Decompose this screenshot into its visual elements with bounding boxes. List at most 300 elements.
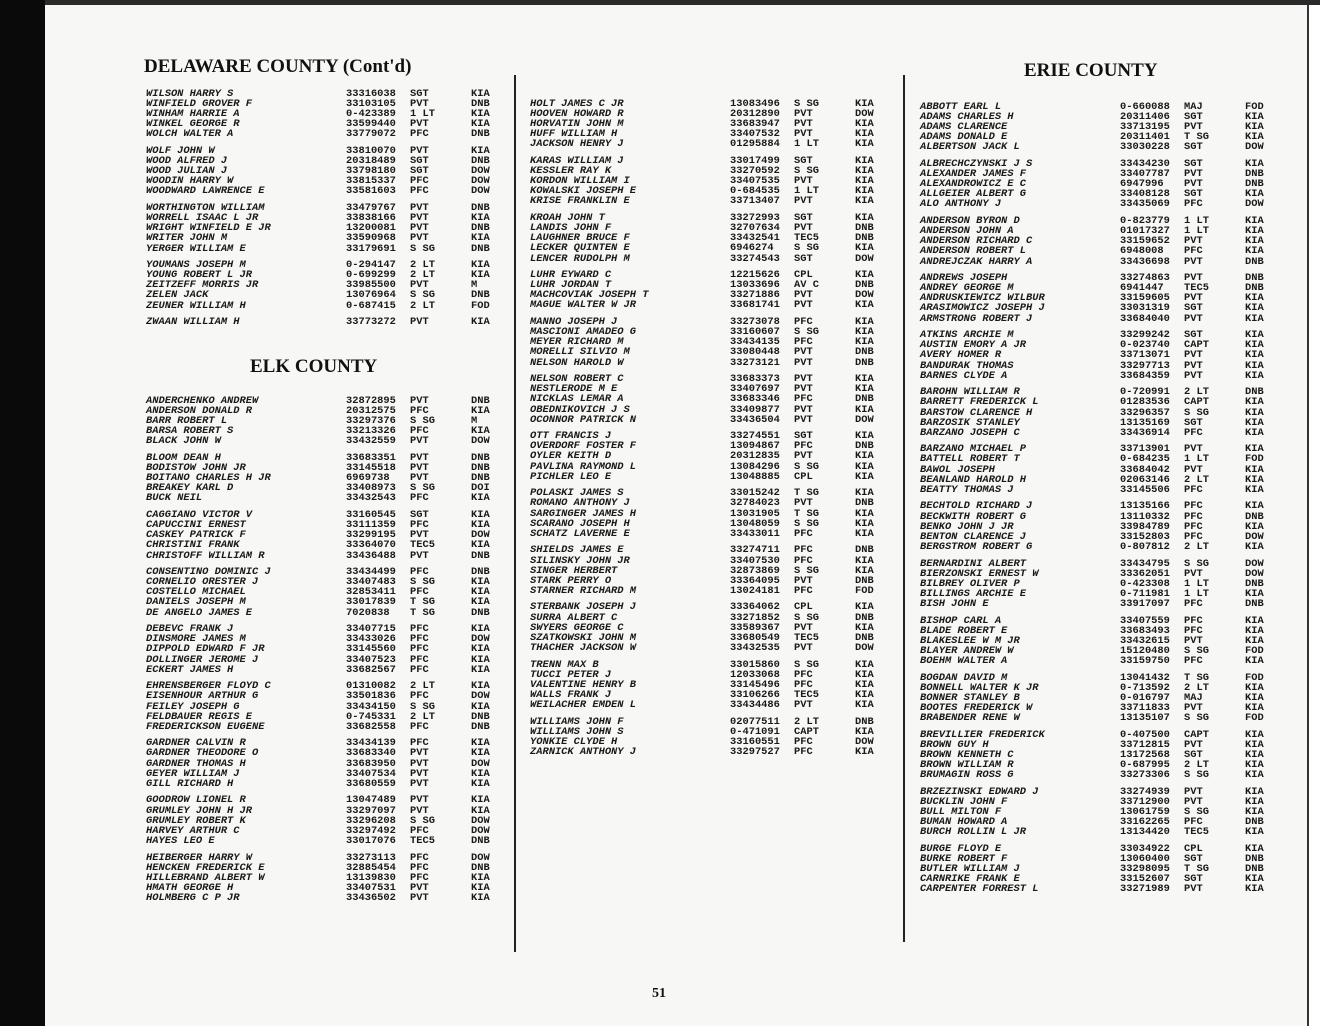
delaware-county-heading: DELAWARE COUNTY (Cont'd) xyxy=(144,56,412,77)
entry-rank: PFC xyxy=(1184,816,1203,829)
entry-serial: 33273113 xyxy=(346,851,396,864)
entry-rank: PFC xyxy=(794,584,813,597)
entry-name: ZEITZEFF MORRIS JR xyxy=(146,279,259,292)
entry-name: BUCK NEIL xyxy=(146,492,203,505)
casualty-entry xyxy=(530,747,890,757)
entry-name: BECKWITH ROBERT G xyxy=(920,510,1027,523)
entry-group xyxy=(920,216,1275,266)
entry-name: BARNES CLYDE A xyxy=(920,369,1008,382)
entry-name: ALBRECHCZYNSKI J S xyxy=(920,158,1033,171)
entry-name: ANDERSON JOHN A xyxy=(920,225,1014,238)
entry-serial: 01310082 xyxy=(346,680,396,693)
entry-rank: S SG xyxy=(410,814,435,827)
entry-status: KIA xyxy=(471,108,490,121)
entry-name: ANDRUSKIEWICZ WILBUR xyxy=(920,292,1045,305)
entry-rank: PFC xyxy=(1184,198,1203,211)
entry-status: DNB xyxy=(471,452,490,465)
entry-name: WRITER JOHN M xyxy=(146,232,228,245)
entry-rank: SGT xyxy=(410,165,429,178)
casualty-entry xyxy=(920,770,1275,780)
entry-name: BAROHN WILLIAM R xyxy=(920,386,1020,399)
entry-status: KIA xyxy=(1245,785,1264,798)
entry-serial: 33407532 xyxy=(730,128,780,141)
entry-name: MANNO JOSEPH J xyxy=(530,316,618,329)
entry-rank: SGT xyxy=(1184,873,1203,886)
entry-serial: 33501836 xyxy=(346,690,396,703)
entry-status: KIA xyxy=(855,470,874,483)
entry-rank: PVT xyxy=(410,757,429,770)
entry-serial: 33145506 xyxy=(1120,483,1170,496)
entry-serial: 33683351 xyxy=(346,452,396,465)
entry-serial: 33407523 xyxy=(346,653,396,666)
entry-status: KIA xyxy=(1245,483,1264,496)
entry-status: KIA xyxy=(1245,826,1264,839)
entry-group xyxy=(530,488,890,538)
entry-rank: 1 LT xyxy=(794,138,819,151)
entry-status: KIA xyxy=(1245,681,1264,694)
entry-rank: PFC xyxy=(410,623,429,636)
entry-serial: 6946274 xyxy=(730,242,774,255)
entry-rank: PFC xyxy=(410,519,429,532)
entry-name: STARNER RICHARD M xyxy=(530,584,637,597)
entry-rank: S SG xyxy=(1184,557,1209,570)
entry-name: ZEUNER WILLIAM H xyxy=(146,299,246,312)
entry-status: DOW xyxy=(471,165,490,178)
entry-rank: PFC xyxy=(410,175,429,188)
entry-name: BRZEZINSKI EDWARD J xyxy=(920,785,1039,798)
entry-serial: 13083496 xyxy=(730,98,780,110)
entry-rank: PVT xyxy=(1184,369,1203,382)
entry-name: OYLER KEITH D xyxy=(530,450,612,463)
entry-status: KIA xyxy=(855,430,874,443)
entry-serial: 13060400 xyxy=(1120,852,1170,865)
entry-serial: 33984789 xyxy=(1120,520,1170,533)
casualty-entry xyxy=(146,186,501,196)
entry-serial: 33434135 xyxy=(730,336,780,349)
entry-rank: T SG xyxy=(1184,671,1209,684)
entry-rank: PVT xyxy=(1184,701,1203,714)
entry-name: GRUMLEY JOHN H JR xyxy=(146,804,253,817)
entry-serial: 20318489 xyxy=(346,155,396,168)
casualty-entry xyxy=(146,244,501,254)
entry-status: KIA xyxy=(855,688,874,701)
entry-group xyxy=(920,330,1275,380)
casualty-entry xyxy=(530,394,890,404)
entry-rank: AV C xyxy=(794,279,819,292)
entry-rank: S SG xyxy=(410,700,435,713)
entry-status: DNB xyxy=(471,710,490,723)
entry-status: KIA xyxy=(471,539,490,552)
entry-group xyxy=(920,844,1275,894)
entry-serial: 33106266 xyxy=(730,688,780,701)
entry-rank: S SG xyxy=(410,242,435,255)
entry-serial: 33299195 xyxy=(346,529,396,542)
entry-status: DOW xyxy=(855,289,874,302)
entry-status: DNB xyxy=(1245,282,1264,295)
entry-status: KIA xyxy=(1245,131,1264,144)
entry-group xyxy=(920,444,1275,494)
entry-status: KIA xyxy=(1245,339,1264,352)
entry-rank: PVT xyxy=(1184,634,1203,647)
entry-name: SWYERS GEORGE C xyxy=(530,621,624,634)
entry-name: WOLCH WALTER A xyxy=(146,128,234,141)
entry-serial: 33680559 xyxy=(346,777,396,790)
entry-name: SHIELDS JAMES E xyxy=(530,544,624,557)
entry-status: KIA xyxy=(855,299,874,312)
entry-rank: PFC xyxy=(410,824,429,837)
entry-rank: PVT xyxy=(1184,292,1203,305)
entry-group xyxy=(530,660,890,710)
entry-name: BEANLAND HAROLD H xyxy=(920,473,1027,486)
entry-serial: 33432535 xyxy=(730,641,780,654)
entry-status: KIA xyxy=(471,316,490,329)
entry-name: WINKEL GEORGE R xyxy=(146,118,240,131)
entry-status: DNB xyxy=(855,611,874,624)
entry-serial: 12215626 xyxy=(730,269,780,282)
entry-serial: 33017839 xyxy=(346,596,396,609)
entry-rank: PFC xyxy=(1184,520,1203,533)
entry-name: BREVILLIER FREDERICK xyxy=(920,728,1045,741)
entry-serial: 33297527 xyxy=(730,745,780,758)
entry-name: CARPENTER FORREST L xyxy=(920,883,1039,896)
entry-status: KIA xyxy=(471,269,490,282)
entry-rank: SGT xyxy=(1184,852,1203,865)
entry-rank: PFC xyxy=(1184,654,1203,667)
entry-rank: SGT xyxy=(1184,111,1203,124)
entry-rank: PFC xyxy=(410,405,429,418)
entry-status: KIA xyxy=(1245,235,1264,248)
entry-status: DNB xyxy=(471,289,490,302)
entry-serial: 33362051 xyxy=(1120,567,1170,580)
entry-status: DNB xyxy=(855,574,874,587)
entry-name: CASKEY PATRICK F xyxy=(146,529,246,542)
entry-name: DOLLINGER JEROME J xyxy=(146,653,259,666)
entry-rank: PVT xyxy=(410,395,429,407)
elk-list xyxy=(146,396,501,910)
entry-status: KIA xyxy=(471,576,490,589)
entry-status: KIA xyxy=(1245,188,1264,201)
entry-name: BILBREY OLIVER P xyxy=(920,577,1020,590)
entry-name: BULL MILTON F xyxy=(920,805,1002,818)
entry-rank: PFC xyxy=(410,566,429,579)
entry-rank: PFC xyxy=(410,690,429,703)
entry-rank: CPL xyxy=(794,269,813,282)
entry-name: NELSON ROBERT C xyxy=(530,373,624,386)
entry-rank: PFC xyxy=(794,527,813,540)
entry-status: KIA xyxy=(471,804,490,817)
casualty-entry xyxy=(146,836,501,846)
casualty-entry xyxy=(920,884,1275,894)
entry-rank: CAPT xyxy=(1184,339,1209,352)
entry-serial: 13076964 xyxy=(346,289,396,302)
entry-rank: T SG xyxy=(794,487,819,500)
entry-rank: PFC xyxy=(410,720,429,733)
entry-serial: 33683950 xyxy=(346,757,396,770)
entry-rank: SGT xyxy=(1184,302,1203,315)
entry-name: HENCKEN FREDERICK E xyxy=(146,861,265,874)
page-number: 51 xyxy=(652,986,666,1001)
entry-status: KIA xyxy=(1245,443,1264,456)
entry-name: THACHER JACKSON W xyxy=(530,641,637,654)
entry-status: DNB xyxy=(855,393,874,406)
entry-rank: PVT xyxy=(1184,443,1203,456)
entry-serial: 20311401 xyxy=(1120,131,1170,144)
entry-serial: 33779072 xyxy=(346,128,396,141)
entry-serial: 33433026 xyxy=(346,633,396,646)
entry-rank: T SG xyxy=(1184,131,1209,144)
entry-serial: 13031905 xyxy=(730,507,780,520)
entry-rank: CPL xyxy=(1184,842,1203,855)
entry-status: KIA xyxy=(1245,416,1264,429)
entry-serial: 33271886 xyxy=(730,289,780,302)
entry-rank: PVT xyxy=(794,175,813,188)
entry-status: KIA xyxy=(1245,728,1264,741)
entry-name: EISENHOUR ARTHUR G xyxy=(146,690,259,703)
entry-serial: 32707634 xyxy=(730,222,780,235)
entry-status: KIA xyxy=(855,621,874,634)
entry-group xyxy=(920,387,1275,437)
entry-serial: 33599440 xyxy=(346,118,396,131)
entry-name: ECKERT JAMES H xyxy=(146,663,234,676)
entry-serial: 33017076 xyxy=(346,834,396,847)
entry-name: BAWOL JOSEPH xyxy=(920,463,995,476)
entry-rank: PVT xyxy=(794,356,813,369)
entry-name: ADAMS CHARLES H xyxy=(920,111,1014,124)
entry-rank: PFC xyxy=(794,440,813,453)
entry-status: KIA xyxy=(471,737,490,750)
entry-rank: PVT xyxy=(794,195,813,208)
entry-rank: PFC xyxy=(1184,500,1203,513)
casualty-entry xyxy=(920,257,1275,267)
entry-name: BLAKESLEE W M JR xyxy=(920,634,1020,647)
entry-status: DNB xyxy=(1245,852,1264,865)
entry-serial: 33683947 xyxy=(730,118,780,131)
entry-rank: PVT xyxy=(1184,272,1203,285)
entry-status: KIA xyxy=(855,128,874,141)
entry-name: CARNRIKE FRANK E xyxy=(920,873,1020,886)
entry-status: KIA xyxy=(471,881,490,894)
entry-rank: PFC xyxy=(794,393,813,406)
entry-rank: PVT xyxy=(794,413,813,426)
entry-status: DOW xyxy=(1245,567,1264,580)
entry-name: BILLINGS ARCHIE E xyxy=(920,587,1027,600)
entry-status: KIA xyxy=(471,509,490,522)
entry-group xyxy=(530,602,890,652)
entry-status: DNB xyxy=(1245,597,1264,610)
entry-rank: SGT xyxy=(1184,748,1203,761)
entry-serial: 33407534 xyxy=(346,767,396,780)
entry-status: KIA xyxy=(1245,158,1264,171)
entry-serial: 32873869 xyxy=(730,564,780,577)
entry-serial: 33433011 xyxy=(730,527,780,540)
entry-name: HEIBERGER HARRY W xyxy=(146,851,253,864)
entry-status: KIA xyxy=(1245,111,1264,124)
entry-group xyxy=(920,673,1275,723)
entry-serial: 33434150 xyxy=(346,700,396,713)
entry-name: BLACK JOHN W xyxy=(146,435,221,448)
entry-status: KIA xyxy=(1245,691,1264,704)
entry-serial: 13110332 xyxy=(1120,510,1170,523)
entry-status: KIA xyxy=(1245,473,1264,486)
entry-rank: TEC5 xyxy=(794,232,819,245)
entry-status: KIA xyxy=(855,668,874,681)
entry-serial: 33434486 xyxy=(730,698,780,711)
entry-serial: 0-807812 xyxy=(1120,540,1170,553)
entry-status: KIA xyxy=(855,326,874,339)
casualty-entry xyxy=(146,493,501,503)
entry-name: HOLMBERG C P JR xyxy=(146,891,240,904)
entry-name: BARR ROBERT L xyxy=(146,415,228,428)
entry-serial: 33683346 xyxy=(730,393,780,406)
entry-rank: PVT xyxy=(1184,738,1203,751)
entry-serial: 7020838 xyxy=(346,606,390,619)
entry-serial: 13048059 xyxy=(730,517,780,530)
entry-status: FOD xyxy=(1245,101,1264,113)
entry-serial: 12033068 xyxy=(730,668,780,681)
entry-name: BODISTOW JOHN JR xyxy=(146,462,246,475)
entry-group xyxy=(530,213,890,263)
entry-status: DOW xyxy=(1245,141,1264,154)
casualty-entry xyxy=(920,599,1275,609)
casualty-entry xyxy=(530,586,890,596)
entry-serial: 13033696 xyxy=(730,279,780,292)
entry-status: KIA xyxy=(471,212,490,225)
entry-status: KIA xyxy=(855,269,874,282)
entry-status: DOW xyxy=(855,735,874,748)
entry-serial: 15120480 xyxy=(1120,644,1170,657)
entry-status: KIA xyxy=(855,175,874,188)
entry-status: KIA xyxy=(1245,758,1264,771)
entry-serial: 33316038 xyxy=(346,88,396,100)
entry-serial: 13172568 xyxy=(1120,748,1170,761)
entry-rank: S SG xyxy=(1184,805,1209,818)
scan-border-left xyxy=(0,0,45,1026)
entry-rank: PFC xyxy=(1184,614,1203,627)
entry-group xyxy=(146,624,501,674)
entry-name: ARMSTRONG ROBERT J xyxy=(920,312,1033,325)
entry-rank: PFC xyxy=(410,653,429,666)
entry-group xyxy=(146,396,501,446)
entry-status: DOW xyxy=(471,814,490,827)
entry-serial: 33297713 xyxy=(1120,359,1170,372)
casualty-entry xyxy=(146,540,501,550)
casualty-entry xyxy=(920,827,1275,837)
entry-serial: 33299242 xyxy=(1120,329,1170,342)
entry-serial: 0-720991 xyxy=(1120,386,1170,399)
entry-rank: S SG xyxy=(410,289,435,302)
entry-status: DNB xyxy=(471,202,490,215)
entry-name: TRENN MAX B xyxy=(530,658,599,671)
entry-status: DOW xyxy=(471,851,490,864)
entry-group xyxy=(920,616,1275,666)
casualty-entry xyxy=(920,246,1275,256)
entry-serial: 33711833 xyxy=(1120,701,1170,714)
entry-rank: PVT xyxy=(410,767,429,780)
entry-serial: 33297492 xyxy=(346,824,396,837)
entry-status: KIA xyxy=(471,767,490,780)
entry-rank: PVT xyxy=(410,777,429,790)
entry-serial: 33479767 xyxy=(346,202,396,215)
entry-serial: 33030228 xyxy=(1120,141,1170,154)
entry-rank: S SG xyxy=(410,415,435,428)
entry-status: KIA xyxy=(1245,748,1264,761)
entry-name: YOUMANS JOSEPH M xyxy=(146,259,246,272)
entry-serial: 33274939 xyxy=(1120,785,1170,798)
entry-serial: 33432615 xyxy=(1120,634,1170,647)
entry-serial: 33712815 xyxy=(1120,738,1170,751)
entry-rank: 2 LT xyxy=(410,259,435,272)
entry-rank: 1 LT xyxy=(410,108,435,121)
casualty-entry xyxy=(530,643,890,653)
entry-rank: PFC xyxy=(794,668,813,681)
entry-name: ZWAAN WILLIAM H xyxy=(146,316,240,329)
entry-status: DOW xyxy=(471,529,490,542)
entry-serial: 6947996 xyxy=(1120,178,1164,191)
entry-serial: 33432541 xyxy=(730,232,780,245)
entry-rank: PVT xyxy=(410,212,429,225)
entry-rank: PFC xyxy=(794,316,813,329)
entry-rank: PVT xyxy=(410,529,429,542)
entry-serial: 33810070 xyxy=(346,145,396,158)
entry-status: KIA xyxy=(855,601,874,614)
entry-status: FOD xyxy=(1245,453,1264,466)
entry-group xyxy=(146,203,501,253)
entry-rank: PVT xyxy=(794,383,813,396)
entry-name: BERNARDINI ALBERT xyxy=(920,557,1027,570)
entry-serial: 33682567 xyxy=(346,663,396,676)
entry-serial: 33680549 xyxy=(730,631,780,644)
entry-serial: 33409877 xyxy=(730,403,780,416)
entry-rank: S SG xyxy=(794,98,819,110)
entry-name: GEYER WILLIAM J xyxy=(146,767,240,780)
entry-serial: 33407531 xyxy=(346,881,396,894)
casualty-entry xyxy=(920,314,1275,324)
entry-name: WOODWARD LAWRENCE E xyxy=(146,185,265,198)
entry-rank: PVT xyxy=(794,403,813,416)
entry-name: AUSTIN EMORY A JR xyxy=(920,339,1027,352)
entry-status: KIA xyxy=(471,118,490,131)
entry-group xyxy=(530,270,890,310)
elk-county-heading: ELK COUNTY xyxy=(250,356,378,377)
entry-serial: 33274863 xyxy=(1120,272,1170,285)
entry-name: OBEDNIKOVICH J S xyxy=(530,403,630,416)
entry-status: KIA xyxy=(471,623,490,636)
entry-status: KIA xyxy=(1245,406,1264,419)
entry-serial: 13139830 xyxy=(346,871,396,884)
entry-rank: PVT xyxy=(794,222,813,235)
entry-rank: T SG xyxy=(1184,863,1209,875)
entry-rank: PVT xyxy=(410,891,429,904)
entry-serial: 13048885 xyxy=(730,470,780,483)
entry-group xyxy=(920,102,1275,152)
entry-status: DOW xyxy=(855,108,874,121)
entry-status: M xyxy=(471,279,478,292)
entry-name: ANDERSON ROBERT L xyxy=(920,245,1027,258)
entry-name: VALENTINE HENRY B xyxy=(530,678,637,691)
entry-serial: 0-407500 xyxy=(1120,728,1170,741)
entry-serial: 33434795 xyxy=(1120,557,1170,570)
entry-serial: 20312575 xyxy=(346,405,396,418)
entry-rank: PVT xyxy=(794,450,813,463)
entry-serial: 33581603 xyxy=(346,185,396,198)
entry-name: ABBOTT EARL L xyxy=(920,101,1002,113)
entry-status: DOW xyxy=(855,413,874,426)
entry-serial: 33031319 xyxy=(1120,302,1170,315)
entry-name: BUCKLIN JOHN F xyxy=(920,795,1008,808)
entry-name: WOOD ALFRED J xyxy=(146,155,228,168)
casualty-entry xyxy=(146,779,501,789)
entry-rank: S SG xyxy=(794,326,819,339)
